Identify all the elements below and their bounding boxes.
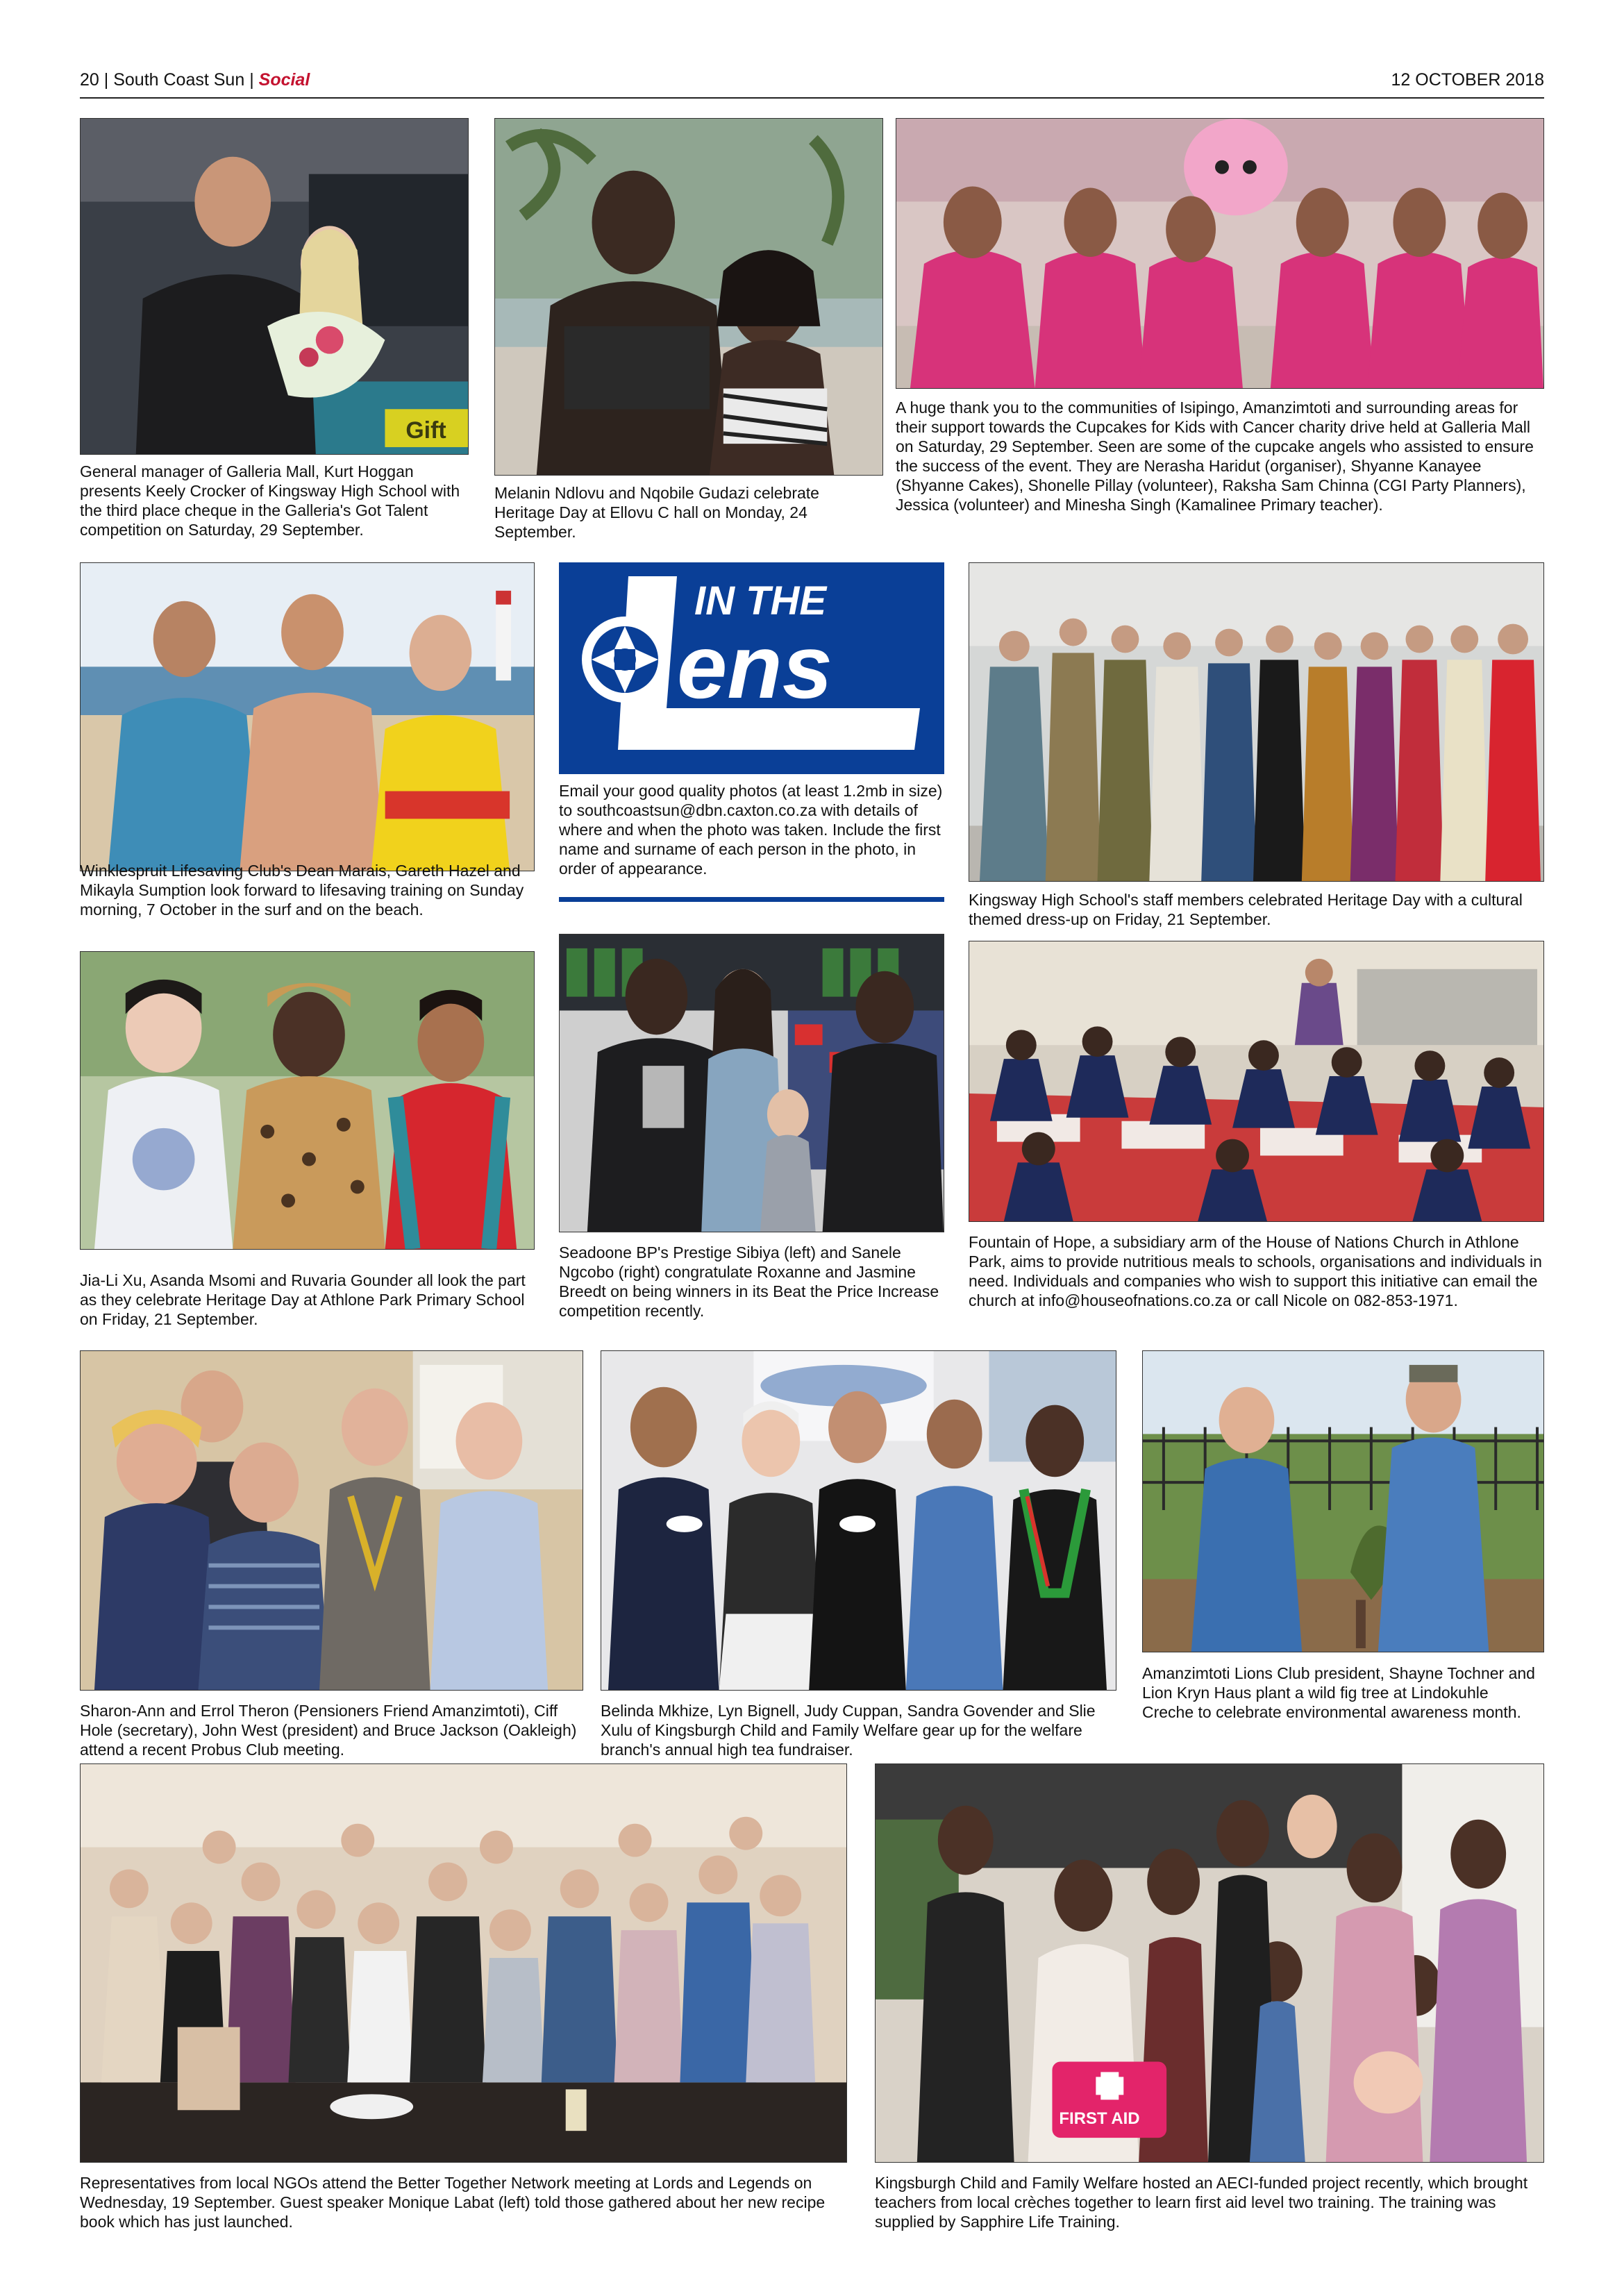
- caption-high-tea: Belinda Mkhize, Lyn Bignell, Judy Cuppan, Sandra Govender and Slie Xulu of Kingsburgh Child and Family Welfare gear up for the welfare branch's annual high tea fundraiser.: [601, 1702, 1096, 1759]
- photo-bp-competition: [559, 934, 944, 1232]
- photo-cupcakes-for-kids: [896, 118, 1544, 389]
- caption-athlone-park-kids: Jia-Li Xu, Asanda Msomi and Ruvaria Gounder all look the part as they celebrate Heritage Day at Athlone Park Primary School on Friday, 21 September.: [80, 1271, 526, 1328]
- caption-probus-club: Sharon-Ann and Errol Theron (Pensioners Friend Amanzimtoti), Ciff Hole (secretary), John West (president) and Bruce Jackson (Oakleigh) attend a recent Probus Club meeting.: [80, 1702, 577, 1759]
- page-number: 20: [80, 70, 99, 90]
- caption-galleria-talent: General manager of Galleria Mall, Kurt Hoggan presents Keely Crocker of Kingsway High School with the third place cheque in the Galleria's Got Talent competition on Saturday, 29 September.: [80, 462, 460, 539]
- photo-first-aid: [875, 1763, 1544, 2163]
- photo-lions-club: [1142, 1350, 1544, 1652]
- caption-bp-competition: Seadoone BP's Prestige Sibiya (left) and Sanele Ngcobo (right) congratulate Roxanne and Jasmine Breedt on being winners in its Beat the Price Increase competition recently.: [559, 1243, 939, 1320]
- photo-kingsway-staff: [969, 562, 1544, 882]
- photo-high-tea: [601, 1350, 1116, 1691]
- photo-better-together: [80, 1763, 847, 2163]
- photo-lifesaving-club: [80, 562, 535, 871]
- header-separator: |: [249, 70, 254, 90]
- lens-logo-top-text: IN THE: [694, 578, 827, 623]
- caption-lions-club: Amanzimtoti Lions Club president, Shayne Tochner and Lion Kryn Haus plant a wild fig tree at Lindokuhle Creche to celebrate environmental awareness month.: [1142, 1664, 1535, 1721]
- caption-kingsway-staff: Kingsway High School's staff members celebrated Heritage Day with a cultural themed dress-up on Friday, 21 September.: [969, 891, 1523, 928]
- lens-email-instructions: Email your good quality photos (at least 1.2mb in size) to southcoastsun@dbn.caxton.co.za with details of where and when the photo was taken. Include the first name and surname of each person in the photo, in order of appearance.: [559, 782, 943, 878]
- caption-better-together: Representatives from local NGOs attend the Better Together Network meeting at Lords and Legends on Wednesday, 19 September. Guest speaker Monique Labat (left) told those gathered about her new recipe book which has just launched.: [80, 2174, 826, 2231]
- photo-galleria-talent: [80, 118, 469, 455]
- gift-sign-text: Gift: [405, 417, 446, 444]
- caption-fountain-of-hope: Fountain of Hope, a subsidiary arm of the House of Nations Church in Athlone Park, aims to provide nutritious meals to schools, organisations and individuals in need. Individuals and companies who wish to support this initiative can email the church at info@houseofnations.co.za or call Nicole on 082-853-1971.: [969, 1233, 1542, 1309]
- issue-date: 12 OCTOBER 2018: [1391, 70, 1544, 90]
- header-rule: [80, 97, 1544, 99]
- photo-heritage-ellovu: [494, 118, 883, 476]
- caption-lifesaving-club: Winklespruit Lifesaving Club's Dean Marais, Gareth Hazel and Mikayla Sumption look forward to lifesaving training on Sunday morning, 7 October in the surf and on the beach.: [80, 862, 524, 919]
- page-header-left: [80, 69, 310, 90]
- section-name: Social: [258, 70, 310, 90]
- publication-name: South Coast Sun: [113, 70, 245, 90]
- caption-cupcakes-for-kids: A huge thank you to the communities of Isipingo, Amanzimtoti and surrounding areas for their support towards the Cupcakes for Kids with Cancer charity drive held at Galleria Mall on Saturday, 29 September. Seen are some of the cupcake angels who assisted to ensure the success of the event. They are Nerasha Haridut (organiser), Shyanne Kanayee (Shyanne Cakes), Shonelle Pillay (volunteer), Raksha Sam Chinna (CGI Party Planners), Jessica (volunteer) and Minesha Singh (Kamalinee Primary teacher).: [896, 399, 1534, 514]
- caption-first-aid: Kingsburgh Child and Family Welfare hosted an AECI-funded project recently, which brought teachers from local crèches together to learn first aid level two training. The training was supplied by Sapphire Life Training.: [875, 2174, 1528, 2231]
- header-separator: |: [103, 70, 109, 90]
- in-the-lens-logo: [559, 562, 944, 774]
- lens-logo-bottom-text: ens: [677, 616, 833, 717]
- photo-probus-club: [80, 1350, 583, 1691]
- first-aid-kit-label: FIRST AID: [1059, 2109, 1140, 2129]
- lens-divider: [559, 897, 944, 902]
- photo-athlone-park-kids: [80, 951, 535, 1250]
- photo-fountain-of-hope: [969, 941, 1544, 1222]
- caption-heritage-ellovu: Melanin Ndlovu and Nqobile Gudazi celebrate Heritage Day at Ellovu C hall on Monday, 24 September.: [494, 484, 819, 541]
